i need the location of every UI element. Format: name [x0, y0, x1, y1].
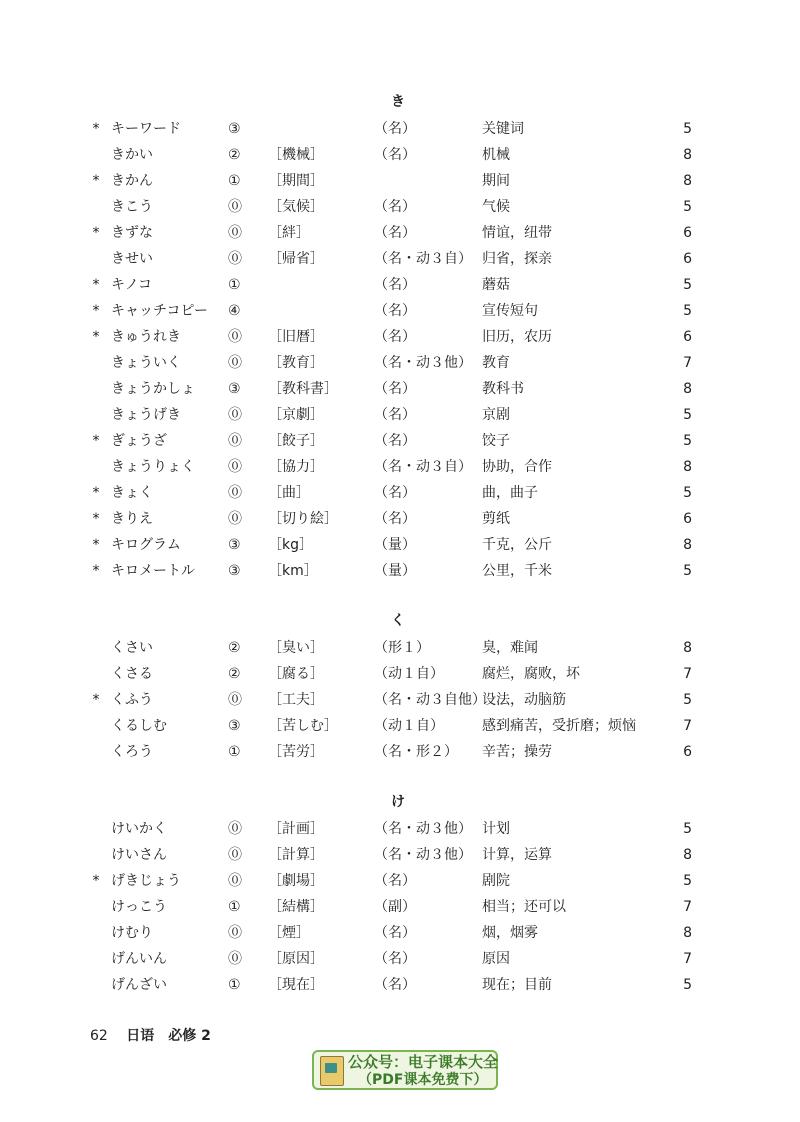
part-of-speech: （量）	[374, 537, 416, 553]
kanji-form: ［km］	[268, 563, 318, 579]
kana-reading: きずな	[111, 225, 153, 241]
kana-reading: けむり	[111, 925, 153, 941]
table-row	[0, 402, 800, 428]
table-row	[0, 635, 800, 661]
table-row	[0, 246, 800, 272]
lesson-number: 7	[683, 355, 692, 371]
meaning: 机械	[482, 147, 510, 163]
part-of-speech: （名）	[374, 147, 416, 163]
kanji-form: ［絆］	[268, 225, 310, 241]
part-of-speech: （名）	[374, 381, 416, 397]
meaning: 设法，动脑筋	[482, 692, 566, 708]
part-of-speech: （名）	[374, 873, 416, 889]
kana-reading: キャッチコピー	[111, 303, 208, 319]
section-heading: く	[391, 613, 405, 629]
table-row	[0, 116, 800, 142]
kanji-form: ［工夫］	[268, 692, 324, 708]
page-footer	[90, 1026, 211, 1046]
meaning: 教科书	[482, 381, 524, 397]
lesson-number: 5	[683, 977, 692, 993]
kanji-form: ［期間］	[268, 173, 324, 189]
table-row	[0, 376, 800, 402]
meaning: 千克，公斤	[482, 537, 552, 553]
accent-mark: ⓪	[228, 873, 242, 889]
kana-reading: くふう	[111, 692, 153, 708]
table-row	[0, 194, 800, 220]
part-of-speech: （名・形２）	[374, 744, 458, 760]
kana-reading: げんいん	[111, 951, 167, 967]
kanji-form: ［協力］	[268, 459, 324, 475]
lesson-number: 5	[683, 433, 692, 449]
kana-reading: キログラム	[111, 537, 181, 553]
kanji-form: ［現在］	[268, 977, 324, 993]
lesson-number: 5	[683, 692, 692, 708]
lesson-number: 8	[683, 925, 692, 941]
page-number: 62	[90, 1028, 108, 1044]
part-of-speech: （名）	[374, 511, 416, 527]
accent-mark: ①	[228, 744, 241, 760]
accent-mark: ①	[228, 277, 241, 293]
meaning: 情谊，纽带	[482, 225, 552, 241]
accent-mark: ⓪	[228, 329, 242, 345]
kana-reading: きょうかしょ	[111, 381, 195, 397]
accent-mark: ⓪	[228, 692, 242, 708]
meaning: 计划	[482, 821, 510, 837]
kana-reading: きゅうれき	[111, 329, 181, 345]
watermark-line2: （PDF课本免费下）	[358, 1072, 488, 1088]
star-marker: *	[92, 121, 100, 137]
table-row	[0, 894, 800, 920]
kana-reading: きょういく	[111, 355, 181, 371]
part-of-speech: （名）	[374, 199, 416, 215]
meaning: 饺子	[482, 433, 510, 449]
lesson-number: 6	[683, 251, 692, 267]
star-marker: *	[92, 537, 100, 553]
kanji-form: ［京劇］	[268, 407, 324, 423]
lesson-number: 5	[683, 485, 692, 501]
table-row	[0, 142, 800, 168]
kana-reading: けいさん	[111, 847, 167, 863]
lesson-number: 8	[683, 537, 692, 553]
accent-mark: ⓪	[228, 355, 242, 371]
star-marker: *	[92, 303, 100, 319]
lesson-number: 6	[683, 744, 692, 760]
star-marker: *	[92, 277, 100, 293]
lesson-number: 8	[683, 147, 692, 163]
part-of-speech: （名・动３自他）	[374, 692, 486, 708]
meaning: 曲，曲子	[482, 485, 538, 501]
part-of-speech: （名）	[374, 225, 416, 241]
table-row	[0, 920, 800, 946]
accent-mark: ⓪	[228, 821, 242, 837]
table-row	[0, 298, 800, 324]
kanji-form: ［餃子］	[268, 433, 324, 449]
kanji-form: ［帰省］	[268, 251, 324, 267]
kanji-form: ［気候］	[268, 199, 324, 215]
accent-mark: ③	[228, 537, 241, 553]
meaning: 相当；还可以	[482, 899, 566, 915]
table-row	[0, 454, 800, 480]
table-row	[0, 687, 800, 713]
table-row	[0, 428, 800, 454]
kana-reading: ぎょうざ	[111, 433, 167, 449]
kana-reading: きかい	[111, 147, 153, 163]
lesson-number: 8	[683, 459, 692, 475]
section-heading: き	[391, 94, 405, 110]
lesson-number: 8	[683, 381, 692, 397]
part-of-speech: （动１自）	[374, 666, 444, 682]
accent-mark: ③	[228, 121, 241, 137]
kana-reading: げんざい	[111, 977, 167, 993]
accent-mark: ⓪	[228, 925, 242, 941]
accent-mark: ①	[228, 977, 241, 993]
part-of-speech: （名・动３自）	[374, 251, 472, 267]
book-title: 日语 必修 2	[126, 1028, 211, 1044]
part-of-speech: （副）	[374, 899, 416, 915]
kanji-form: ［曲］	[268, 485, 310, 501]
table-row	[0, 168, 800, 194]
lesson-number: 5	[683, 873, 692, 889]
table-row	[0, 972, 800, 998]
meaning: 计算，运算	[482, 847, 552, 863]
accent-mark: ⓪	[228, 199, 242, 215]
kanji-form: ［計画］	[268, 821, 324, 837]
accent-mark: ①	[228, 173, 241, 189]
kana-reading: くろう	[111, 744, 153, 760]
kanji-form: ［原因］	[268, 951, 324, 967]
part-of-speech: （名）	[374, 303, 416, 319]
meaning: 腐烂，腐败，坏	[482, 666, 580, 682]
kana-reading: けっこう	[111, 899, 167, 915]
table-row	[0, 558, 800, 584]
kana-reading: キーワード	[111, 121, 181, 137]
kana-reading: くさい	[111, 640, 153, 656]
table-row	[0, 220, 800, 246]
meaning: 辛苦；操劳	[482, 744, 552, 760]
meaning: 气候	[482, 199, 510, 215]
meaning: 旧历，农历	[482, 329, 552, 345]
meaning: 剪纸	[482, 511, 510, 527]
lesson-number: 6	[683, 329, 692, 345]
part-of-speech: （动１自）	[374, 718, 444, 734]
kanji-form: ［切り絵］	[268, 511, 338, 527]
meaning: 宣传短句	[482, 303, 538, 319]
star-marker: *	[92, 692, 100, 708]
table-row	[0, 816, 800, 842]
lesson-number: 8	[683, 173, 692, 189]
kana-reading: きょく	[111, 485, 153, 501]
table-row	[0, 272, 800, 298]
part-of-speech: （名・动３他）	[374, 821, 472, 837]
kana-reading: くさる	[111, 666, 153, 682]
table-row	[0, 739, 800, 765]
accent-mark: ③	[228, 563, 241, 579]
table-row	[0, 324, 800, 350]
meaning: 剧院	[482, 873, 510, 889]
lesson-number: 5	[683, 303, 692, 319]
lesson-number: 5	[683, 199, 692, 215]
kanji-form: ［旧暦］	[268, 329, 324, 345]
table-row	[0, 350, 800, 376]
meaning: 归省，探亲	[482, 251, 552, 267]
meaning: 烟，烟雾	[482, 925, 538, 941]
table-row	[0, 532, 800, 558]
part-of-speech: （名・动３他）	[374, 847, 472, 863]
kanji-form: ［kg］	[268, 537, 313, 553]
lesson-number: 8	[683, 847, 692, 863]
kanji-form: ［臭い］	[268, 640, 324, 656]
kanji-form: ［劇場］	[268, 873, 324, 889]
part-of-speech: （名）	[374, 977, 416, 993]
meaning: 教育	[482, 355, 510, 371]
part-of-speech: （名）	[374, 277, 416, 293]
lesson-number: 5	[683, 821, 692, 837]
lesson-number: 7	[683, 718, 692, 734]
star-marker: *	[92, 173, 100, 189]
meaning: 公里，千米	[482, 563, 552, 579]
lesson-number: 7	[683, 666, 692, 682]
kana-reading: きょうりょく	[111, 459, 195, 475]
star-marker: *	[92, 329, 100, 345]
lesson-number: 7	[683, 899, 692, 915]
kana-reading: けいかく	[111, 821, 167, 837]
part-of-speech: （名）	[374, 121, 416, 137]
table-row	[0, 506, 800, 532]
table-row	[0, 713, 800, 739]
meaning: 期间	[482, 173, 510, 189]
table-row	[0, 842, 800, 868]
accent-mark: ⓪	[228, 847, 242, 863]
accent-mark: ②	[228, 147, 241, 163]
lesson-number: 6	[683, 511, 692, 527]
part-of-speech: （名）	[374, 329, 416, 345]
kana-reading: げきじょう	[111, 873, 181, 889]
meaning: 蘑菇	[482, 277, 510, 293]
kanji-form: ［煙］	[268, 925, 310, 941]
kana-reading: きょうげき	[111, 407, 181, 423]
star-marker: *	[92, 511, 100, 527]
lesson-number: 5	[683, 277, 692, 293]
star-marker: *	[92, 485, 100, 501]
accent-mark: ⓪	[228, 459, 242, 475]
table-row	[0, 946, 800, 972]
accent-mark: ③	[228, 381, 241, 397]
meaning: 关键词	[482, 121, 524, 137]
part-of-speech: （名）	[374, 485, 416, 501]
kanji-form: ［苦労］	[268, 744, 324, 760]
lesson-number: 5	[683, 121, 692, 137]
lesson-number: 5	[683, 407, 692, 423]
accent-mark: ②	[228, 640, 241, 656]
kanji-form: ［苦しむ］	[268, 718, 338, 734]
lesson-number: 7	[683, 951, 692, 967]
meaning: 京剧	[482, 407, 510, 423]
table-row	[0, 661, 800, 687]
part-of-speech: （名）	[374, 925, 416, 941]
accent-mark: ④	[228, 303, 241, 319]
section-heading: け	[391, 794, 405, 810]
accent-mark: ③	[228, 718, 241, 734]
star-marker: *	[92, 433, 100, 449]
meaning: 原因	[482, 951, 510, 967]
star-marker: *	[92, 225, 100, 241]
star-marker: *	[92, 563, 100, 579]
lesson-number: 6	[683, 225, 692, 241]
kana-reading: きこう	[111, 199, 153, 215]
kanji-form: ［教科書］	[268, 381, 338, 397]
kana-reading: きりえ	[111, 511, 153, 527]
watermark-line1: 公众号：电子课本大全	[348, 1053, 499, 1071]
table-row	[0, 868, 800, 894]
kanji-form: ［教育］	[268, 355, 324, 371]
table-row	[0, 480, 800, 506]
accent-mark: ⓪	[228, 225, 242, 241]
kana-reading: くるしむ	[111, 718, 167, 734]
accent-mark: ⓪	[228, 485, 242, 501]
accent-mark: ⓪	[228, 433, 242, 449]
kanji-form: ［腐る］	[268, 666, 324, 682]
lesson-number: 8	[683, 640, 692, 656]
part-of-speech: （名）	[374, 951, 416, 967]
accent-mark: ⓪	[228, 407, 242, 423]
kana-reading: きせい	[111, 251, 153, 267]
part-of-speech: （名・动３自）	[374, 459, 472, 475]
meaning: 臭，难闻	[482, 640, 538, 656]
kana-reading: キロメートル	[111, 563, 195, 579]
meaning: 协助，合作	[482, 459, 552, 475]
kana-reading: キノコ	[111, 277, 153, 293]
kana-reading: きかん	[111, 173, 153, 189]
part-of-speech: （量）	[374, 563, 416, 579]
lesson-number: 5	[683, 563, 692, 579]
book-icon	[320, 1056, 344, 1086]
meaning: 感到痛苦，受折磨；烦恼	[482, 718, 636, 734]
accent-mark: ⓪	[228, 511, 242, 527]
kanji-form: ［結構］	[268, 899, 324, 915]
accent-mark: ②	[228, 666, 241, 682]
watermark-stamp	[312, 1050, 498, 1090]
kanji-form: ［機械］	[268, 147, 324, 163]
accent-mark: ①	[228, 899, 241, 915]
star-marker: *	[92, 873, 100, 889]
part-of-speech: （形１）	[374, 640, 430, 656]
kanji-form: ［計算］	[268, 847, 324, 863]
part-of-speech: （名）	[374, 433, 416, 449]
meaning: 现在；目前	[482, 977, 552, 993]
accent-mark: ⓪	[228, 951, 242, 967]
accent-mark: ⓪	[228, 251, 242, 267]
part-of-speech: （名・动３他）	[374, 355, 472, 371]
part-of-speech: （名）	[374, 407, 416, 423]
